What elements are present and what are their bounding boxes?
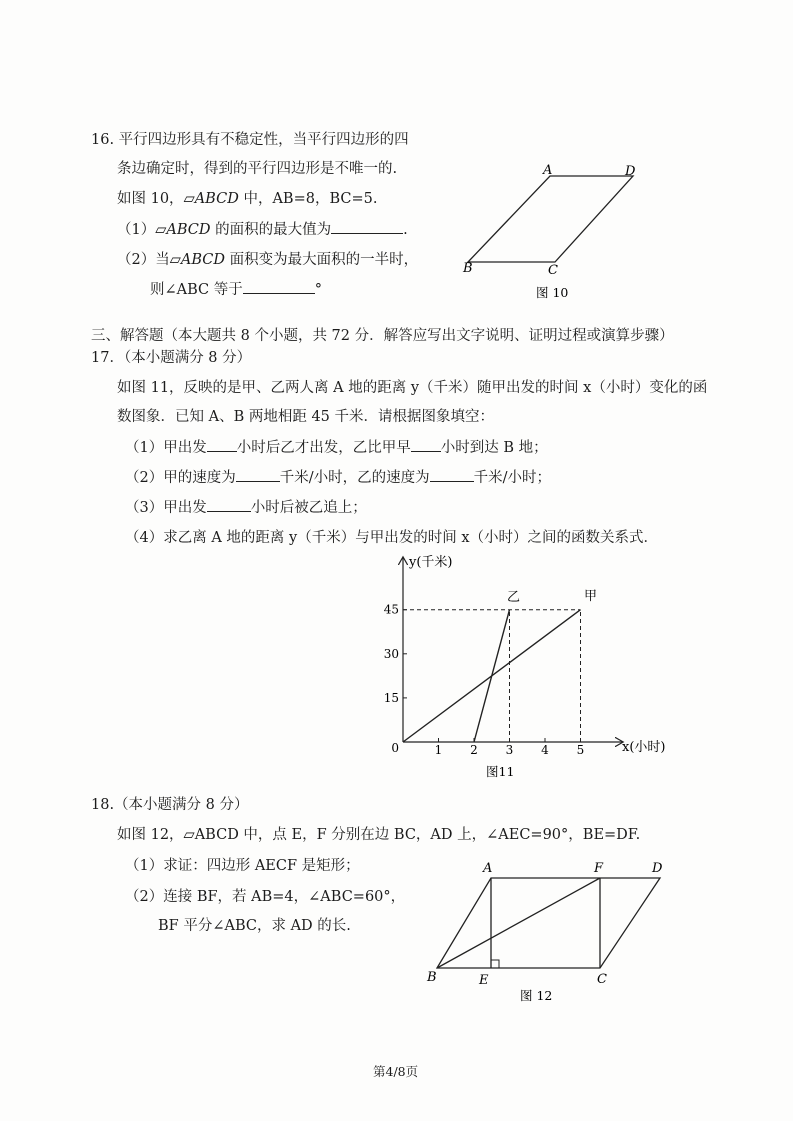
q17-heading: 17．（本小题满分 8 分） xyxy=(91,350,252,366)
origin-label: 0 xyxy=(391,741,399,755)
right-angle-mark xyxy=(491,960,499,968)
label-d-12: D xyxy=(652,861,663,876)
q16-line-2: 条边确定时，得到的平行四边形是不唯一的. xyxy=(117,161,398,177)
label-b-12: B xyxy=(427,970,437,985)
x-axis-label: x(小时) xyxy=(622,740,666,755)
q17-part-4: （4）求乙离 A 地的距离 y（千米）与甲出发的时间 x（小时）之间的函数关系式． xyxy=(125,530,658,546)
q18-part-2: （2）连接 BF，若 AB=4，∠ABC=60°， xyxy=(125,889,406,905)
label-a: A xyxy=(543,163,553,178)
q16-line-1: 16. 平行四边形具有不稳定性，当平行四边形的四 xyxy=(91,132,409,148)
parallelogram-abcd xyxy=(468,176,633,262)
y-tick-label: 45 xyxy=(383,602,399,617)
figure-10-caption: 图 10 xyxy=(536,285,569,300)
label-c: C xyxy=(548,263,558,278)
q16-part-1: （1）▱ABCD 的面积的最大值为 . xyxy=(117,218,408,239)
figure-12 xyxy=(420,855,680,1010)
x-tick-label: 3 xyxy=(505,743,514,757)
q17-blank-1b[interactable] xyxy=(411,437,441,452)
q18-part-2-cont: BF 平分∠ABC，求 AD 的长. xyxy=(158,918,351,934)
q18-heading: 18.（本小题满分 8 分） xyxy=(91,797,249,813)
q17-blank-3[interactable] xyxy=(207,497,251,512)
x-tick-label: 4 xyxy=(541,743,549,757)
series-label-jia: 甲 xyxy=(584,589,598,604)
page-number: 第4/8页 xyxy=(373,1064,419,1079)
series-label-yi: 乙 xyxy=(507,590,521,605)
y-tick-label: 15 xyxy=(383,690,399,705)
series-line-yi xyxy=(474,610,510,742)
figure-12-caption: 图 12 xyxy=(520,988,553,1003)
q16-answer-blank-1[interactable] xyxy=(331,219,403,234)
q18-part-1: （1）求证：四边形 AECF 是矩形； xyxy=(125,858,360,874)
q17-part-1: （1）甲出发 小时后乙才出发，乙比甲早 小时到达 B 地； xyxy=(125,436,548,457)
x-tick-label: 5 xyxy=(576,743,585,757)
q17-intro-2: 数图象．已知 A、B 两地相距 45 千米．请根据图象填空： xyxy=(117,409,495,425)
q17-blank-2a[interactable] xyxy=(236,467,280,482)
x-tick-label: 2 xyxy=(470,743,478,757)
label-a-12: A xyxy=(483,861,493,876)
label-e-12: E xyxy=(479,973,489,988)
label-b: B xyxy=(463,261,473,276)
y-tick-label: 30 xyxy=(383,646,399,661)
figure-11-caption: 图11 xyxy=(486,764,515,779)
q16-part-2-cont: 则∠ABC 等于 ° xyxy=(150,278,322,299)
segment-bf xyxy=(437,878,600,968)
label-f-12: F xyxy=(594,861,604,876)
figure-11-chart xyxy=(360,548,680,788)
q17-part-3: （3）甲出发 小时后被乙追上； xyxy=(125,496,367,517)
q17-part-2: （2）甲的速度为 千米/小时，乙的速度为 千米/小时； xyxy=(125,466,551,487)
q17-blank-2b[interactable] xyxy=(430,467,474,482)
y-axis-label: y(千米) xyxy=(409,555,453,570)
figure-10 xyxy=(455,160,655,305)
q16-part-2: （2）当▱ABCD 面积变为最大面积的一半时， xyxy=(117,252,419,268)
q18-intro: 如图 12，▱ABCD 中，点 E，F 分别在边 BC，AD 上，∠AEC=90°，BE=DF. xyxy=(117,827,641,843)
label-d: D xyxy=(625,164,636,179)
q17-intro-1: 如图 11，反映的是甲、乙两人离 A 地的距离 y（千米）随甲出发的时间 x（小时）变化的函 xyxy=(117,380,708,396)
parallelogram-abcd-12 xyxy=(437,878,660,968)
q17-blank-1a[interactable] xyxy=(207,437,237,452)
q16-answer-blank-2[interactable] xyxy=(243,279,315,294)
q16-line-3: 如图 10，▱ABCD 中，AB=8，BC=5. xyxy=(117,191,378,207)
x-tick-label: 1 xyxy=(434,743,443,757)
label-c-12: C xyxy=(597,972,607,987)
section-3-heading: 三、解答题（本大题共 8 个小题，共 72 分．解答应写出文字说明、证明过程或演算步骤） xyxy=(91,328,674,344)
